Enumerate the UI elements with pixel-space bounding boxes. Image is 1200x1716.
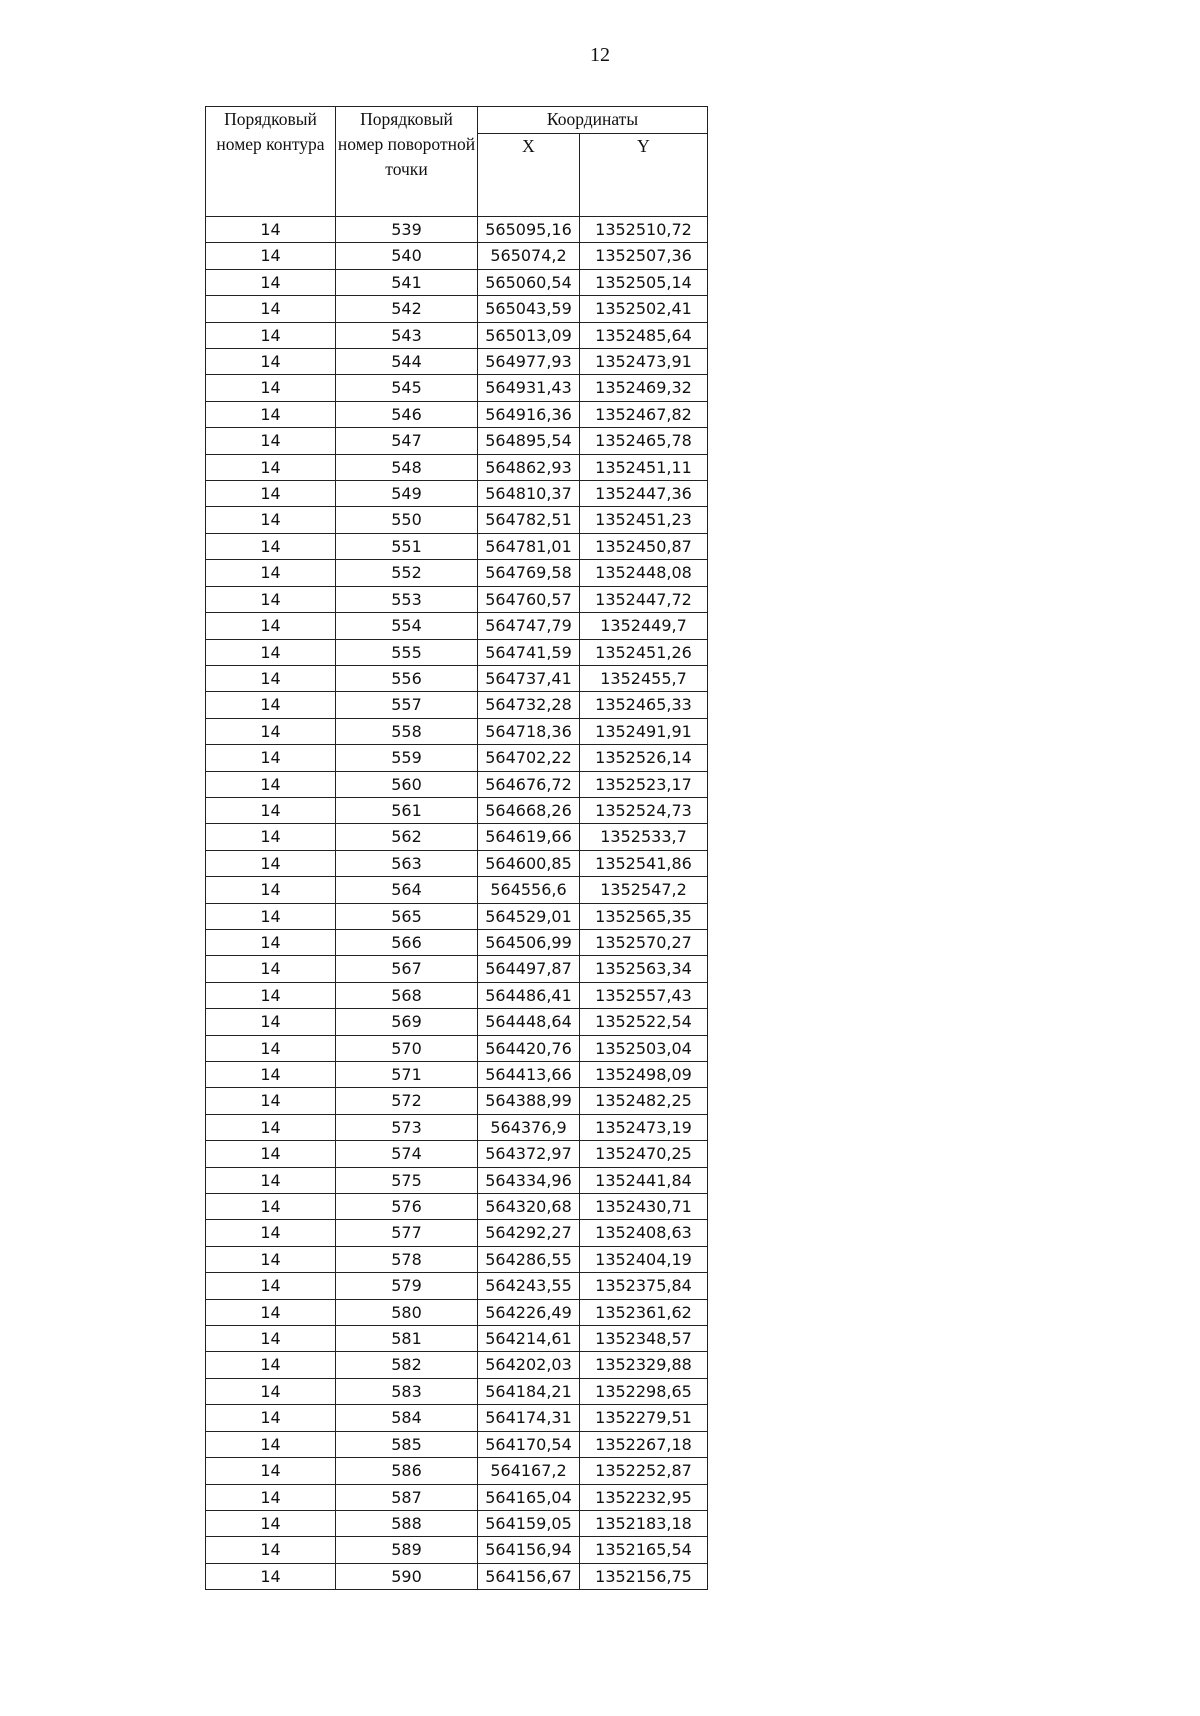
cell-y: 1352522,54 <box>580 1009 708 1035</box>
cell-y: 1352348,57 <box>580 1326 708 1352</box>
cell-contour-number: 14 <box>206 1167 336 1193</box>
table-row <box>206 375 708 401</box>
table-row <box>206 1141 708 1167</box>
table-row <box>206 956 708 982</box>
cell-contour-number: 14 <box>206 771 336 797</box>
table-body <box>206 217 708 1590</box>
cell-x: 564810,37 <box>478 481 580 507</box>
cell-point-number: 566 <box>336 929 478 955</box>
cell-contour-number: 14 <box>206 1537 336 1563</box>
cell-point-number: 569 <box>336 1009 478 1035</box>
cell-x: 564556,6 <box>478 877 580 903</box>
cell-y: 1352430,71 <box>580 1194 708 1220</box>
cell-y: 1352448,08 <box>580 560 708 586</box>
cell-contour-number: 14 <box>206 481 336 507</box>
table-row <box>206 903 708 929</box>
cell-y: 1352267,18 <box>580 1431 708 1457</box>
cell-contour-number: 14 <box>206 1141 336 1167</box>
cell-point-number: 542 <box>336 296 478 322</box>
cell-x: 564600,85 <box>478 850 580 876</box>
cell-point-number: 546 <box>336 401 478 427</box>
cell-contour-number: 14 <box>206 1352 336 1378</box>
cell-contour-number: 14 <box>206 692 336 718</box>
cell-point-number: 548 <box>336 454 478 480</box>
cell-contour-number: 14 <box>206 269 336 295</box>
cell-point-number: 545 <box>336 375 478 401</box>
cell-x: 564156,94 <box>478 1537 580 1563</box>
cell-y: 1352361,62 <box>580 1299 708 1325</box>
cell-contour-number: 14 <box>206 665 336 691</box>
cell-point-number: 576 <box>336 1194 478 1220</box>
cell-point-number: 586 <box>336 1458 478 1484</box>
cell-contour-number: 14 <box>206 1299 336 1325</box>
cell-point-number: 583 <box>336 1378 478 1404</box>
table-row <box>206 269 708 295</box>
cell-y: 1352467,82 <box>580 401 708 427</box>
cell-point-number: 549 <box>336 481 478 507</box>
cell-y: 1352473,19 <box>580 1114 708 1140</box>
cell-x: 564747,79 <box>478 613 580 639</box>
table-row <box>206 1194 708 1220</box>
cell-contour-number: 14 <box>206 877 336 903</box>
cell-contour-number: 14 <box>206 401 336 427</box>
table-row <box>206 507 708 533</box>
cell-y: 1352557,43 <box>580 982 708 1008</box>
cell-x: 564782,51 <box>478 507 580 533</box>
cell-y: 1352570,27 <box>580 929 708 955</box>
cell-x: 564486,41 <box>478 982 580 1008</box>
cell-y: 1352502,41 <box>580 296 708 322</box>
cell-point-number: 564 <box>336 877 478 903</box>
cell-x: 564320,68 <box>478 1194 580 1220</box>
cell-y: 1352447,72 <box>580 586 708 612</box>
table-row <box>206 296 708 322</box>
cell-y: 1352473,91 <box>580 349 708 375</box>
cell-y: 1352404,19 <box>580 1246 708 1272</box>
header-contour-number: Порядковый номер контура <box>206 107 336 217</box>
cell-point-number: 571 <box>336 1062 478 1088</box>
cell-y: 1352165,54 <box>580 1537 708 1563</box>
table-row <box>206 243 708 269</box>
cell-x: 564497,87 <box>478 956 580 982</box>
cell-point-number: 559 <box>336 745 478 771</box>
cell-y: 1352485,64 <box>580 322 708 348</box>
cell-contour-number: 14 <box>206 1088 336 1114</box>
table-row <box>206 1563 708 1589</box>
cell-contour-number: 14 <box>206 1484 336 1510</box>
cell-y: 1352451,26 <box>580 639 708 665</box>
cell-contour-number: 14 <box>206 243 336 269</box>
table-row <box>206 771 708 797</box>
cell-point-number: 567 <box>336 956 478 982</box>
cell-point-number: 540 <box>336 243 478 269</box>
table-row <box>206 1510 708 1536</box>
cell-y: 1352524,73 <box>580 797 708 823</box>
cell-y: 1352449,7 <box>580 613 708 639</box>
cell-y: 1352523,17 <box>580 771 708 797</box>
cell-y: 1352329,88 <box>580 1352 708 1378</box>
table-row <box>206 1246 708 1272</box>
cell-x: 564372,97 <box>478 1141 580 1167</box>
cell-y: 1352156,75 <box>580 1563 708 1589</box>
cell-point-number: 589 <box>336 1537 478 1563</box>
cell-point-number: 572 <box>336 1088 478 1114</box>
table-row <box>206 454 708 480</box>
cell-point-number: 554 <box>336 613 478 639</box>
cell-x: 564760,57 <box>478 586 580 612</box>
cell-contour-number: 14 <box>206 956 336 982</box>
cell-contour-number: 14 <box>206 1431 336 1457</box>
cell-contour-number: 14 <box>206 507 336 533</box>
cell-contour-number: 14 <box>206 322 336 348</box>
cell-y: 1352298,65 <box>580 1378 708 1404</box>
cell-contour-number: 14 <box>206 639 336 665</box>
cell-point-number: 581 <box>336 1326 478 1352</box>
table-row <box>206 1062 708 1088</box>
cell-point-number: 541 <box>336 269 478 295</box>
cell-y: 1352441,84 <box>580 1167 708 1193</box>
cell-x: 564741,59 <box>478 639 580 665</box>
cell-point-number: 568 <box>336 982 478 1008</box>
cell-contour-number: 14 <box>206 1326 336 1352</box>
table-row <box>206 1220 708 1246</box>
table-row <box>206 665 708 691</box>
cell-contour-number: 14 <box>206 1009 336 1035</box>
cell-point-number: 556 <box>336 665 478 691</box>
cell-y: 1352375,84 <box>580 1273 708 1299</box>
cell-x: 564718,36 <box>478 718 580 744</box>
cell-y: 1352510,72 <box>580 217 708 243</box>
cell-x: 564167,2 <box>478 1458 580 1484</box>
cell-point-number: 561 <box>336 797 478 823</box>
cell-contour-number: 14 <box>206 1194 336 1220</box>
cell-y: 1352183,18 <box>580 1510 708 1536</box>
cell-y: 1352507,36 <box>580 243 708 269</box>
coordinates-table <box>205 106 708 1590</box>
cell-point-number: 584 <box>336 1405 478 1431</box>
cell-x: 564676,72 <box>478 771 580 797</box>
cell-x: 564737,41 <box>478 665 580 691</box>
table-row <box>206 1114 708 1140</box>
table-row <box>206 1167 708 1193</box>
table-row <box>206 481 708 507</box>
cell-y: 1352565,35 <box>580 903 708 929</box>
cell-contour-number: 14 <box>206 296 336 322</box>
cell-point-number: 557 <box>336 692 478 718</box>
cell-y: 1352252,87 <box>580 1458 708 1484</box>
cell-x: 565060,54 <box>478 269 580 295</box>
table-row <box>206 401 708 427</box>
page-number: 12 <box>590 44 610 66</box>
cell-point-number: 573 <box>336 1114 478 1140</box>
cell-x: 564732,28 <box>478 692 580 718</box>
table-row <box>206 745 708 771</box>
cell-contour-number: 14 <box>206 1563 336 1589</box>
cell-x: 565074,2 <box>478 243 580 269</box>
cell-x: 565095,16 <box>478 217 580 243</box>
cell-y: 1352547,2 <box>580 877 708 903</box>
cell-point-number: 579 <box>336 1273 478 1299</box>
cell-point-number: 555 <box>336 639 478 665</box>
cell-x: 564156,67 <box>478 1563 580 1589</box>
cell-point-number: 563 <box>336 850 478 876</box>
cell-x: 564388,99 <box>478 1088 580 1114</box>
cell-y: 1352465,78 <box>580 428 708 454</box>
cell-point-number: 575 <box>336 1167 478 1193</box>
cell-y: 1352232,95 <box>580 1484 708 1510</box>
cell-point-number: 580 <box>336 1299 478 1325</box>
cell-y: 1352469,32 <box>580 375 708 401</box>
cell-x: 565043,59 <box>478 296 580 322</box>
table-row <box>206 824 708 850</box>
cell-x: 564931,43 <box>478 375 580 401</box>
cell-x: 564174,31 <box>478 1405 580 1431</box>
cell-point-number: 588 <box>336 1510 478 1536</box>
cell-point-number: 585 <box>336 1431 478 1457</box>
cell-x: 565013,09 <box>478 322 580 348</box>
cell-x: 564420,76 <box>478 1035 580 1061</box>
table-row <box>206 639 708 665</box>
cell-x: 564769,58 <box>478 560 580 586</box>
table-row <box>206 1458 708 1484</box>
cell-x: 564376,9 <box>478 1114 580 1140</box>
cell-point-number: 551 <box>336 533 478 559</box>
cell-x: 564862,93 <box>478 454 580 480</box>
cell-point-number: 590 <box>336 1563 478 1589</box>
cell-contour-number: 14 <box>206 454 336 480</box>
cell-contour-number: 14 <box>206 586 336 612</box>
cell-x: 564159,05 <box>478 1510 580 1536</box>
cell-contour-number: 14 <box>206 1114 336 1140</box>
cell-point-number: 543 <box>336 322 478 348</box>
table-row <box>206 1088 708 1114</box>
cell-contour-number: 14 <box>206 929 336 955</box>
cell-x: 564781,01 <box>478 533 580 559</box>
cell-x: 564702,22 <box>478 745 580 771</box>
header-x: X <box>478 134 580 217</box>
cell-y: 1352451,11 <box>580 454 708 480</box>
header-coordinates: Координаты <box>478 107 708 134</box>
cell-x: 564226,49 <box>478 1299 580 1325</box>
table-row <box>206 349 708 375</box>
cell-contour-number: 14 <box>206 850 336 876</box>
cell-contour-number: 14 <box>206 375 336 401</box>
cell-x: 564165,04 <box>478 1484 580 1510</box>
cell-x: 564668,26 <box>478 797 580 823</box>
cell-x: 564895,54 <box>478 428 580 454</box>
cell-contour-number: 14 <box>206 533 336 559</box>
header-point-number: Порядковый номер поворотной точки <box>336 107 478 217</box>
table-row <box>206 1431 708 1457</box>
cell-contour-number: 14 <box>206 718 336 744</box>
table-row <box>206 1326 708 1352</box>
table-row <box>206 1273 708 1299</box>
cell-y: 1352526,14 <box>580 745 708 771</box>
cell-x: 564170,54 <box>478 1431 580 1457</box>
cell-point-number: 577 <box>336 1220 478 1246</box>
cell-point-number: 553 <box>336 586 478 612</box>
cell-contour-number: 14 <box>206 797 336 823</box>
table-row <box>206 1405 708 1431</box>
table-row <box>206 217 708 243</box>
table-row <box>206 322 708 348</box>
cell-y: 1352491,91 <box>580 718 708 744</box>
cell-point-number: 565 <box>336 903 478 929</box>
cell-y: 1352498,09 <box>580 1062 708 1088</box>
table-row <box>206 718 708 744</box>
table-row <box>206 1484 708 1510</box>
table-row <box>206 613 708 639</box>
cell-x: 564506,99 <box>478 929 580 955</box>
cell-y: 1352482,25 <box>580 1088 708 1114</box>
cell-contour-number: 14 <box>206 560 336 586</box>
cell-y: 1352450,87 <box>580 533 708 559</box>
cell-point-number: 570 <box>336 1035 478 1061</box>
table-row <box>206 850 708 876</box>
cell-point-number: 550 <box>336 507 478 533</box>
cell-contour-number: 14 <box>206 745 336 771</box>
cell-contour-number: 14 <box>206 349 336 375</box>
table-row <box>206 1035 708 1061</box>
cell-contour-number: 14 <box>206 982 336 1008</box>
cell-contour-number: 14 <box>206 1035 336 1061</box>
cell-y: 1352465,33 <box>580 692 708 718</box>
cell-x: 564413,66 <box>478 1062 580 1088</box>
cell-y: 1352533,7 <box>580 824 708 850</box>
cell-x: 564202,03 <box>478 1352 580 1378</box>
table-row <box>206 1352 708 1378</box>
table-row <box>206 797 708 823</box>
cell-y: 1352470,25 <box>580 1141 708 1167</box>
cell-contour-number: 14 <box>206 428 336 454</box>
cell-point-number: 578 <box>336 1246 478 1272</box>
table-row <box>206 1537 708 1563</box>
cell-point-number: 574 <box>336 1141 478 1167</box>
cell-x: 564214,61 <box>478 1326 580 1352</box>
cell-y: 1352408,63 <box>580 1220 708 1246</box>
cell-x: 564448,64 <box>478 1009 580 1035</box>
cell-point-number: 587 <box>336 1484 478 1510</box>
cell-point-number: 539 <box>336 217 478 243</box>
cell-contour-number: 14 <box>206 1246 336 1272</box>
cell-contour-number: 14 <box>206 217 336 243</box>
cell-point-number: 547 <box>336 428 478 454</box>
cell-y: 1352447,36 <box>580 481 708 507</box>
cell-y: 1352455,7 <box>580 665 708 691</box>
cell-x: 564243,55 <box>478 1273 580 1299</box>
cell-x: 564916,36 <box>478 401 580 427</box>
cell-y: 1352541,86 <box>580 850 708 876</box>
cell-x: 564292,27 <box>478 1220 580 1246</box>
table-row <box>206 586 708 612</box>
cell-y: 1352505,14 <box>580 269 708 295</box>
cell-point-number: 552 <box>336 560 478 586</box>
cell-y: 1352279,51 <box>580 1405 708 1431</box>
cell-contour-number: 14 <box>206 1220 336 1246</box>
table-row <box>206 1378 708 1404</box>
header-y: Y <box>580 134 708 217</box>
cell-x: 564334,96 <box>478 1167 580 1193</box>
cell-x: 564977,93 <box>478 349 580 375</box>
table-row <box>206 982 708 1008</box>
cell-contour-number: 14 <box>206 1510 336 1536</box>
cell-point-number: 582 <box>336 1352 478 1378</box>
table-row <box>206 692 708 718</box>
cell-y: 1352451,23 <box>580 507 708 533</box>
cell-x: 564286,55 <box>478 1246 580 1272</box>
cell-contour-number: 14 <box>206 903 336 929</box>
table-row <box>206 929 708 955</box>
cell-y: 1352503,04 <box>580 1035 708 1061</box>
cell-contour-number: 14 <box>206 1378 336 1404</box>
cell-x: 564184,21 <box>478 1378 580 1404</box>
cell-x: 564619,66 <box>478 824 580 850</box>
cell-point-number: 562 <box>336 824 478 850</box>
cell-contour-number: 14 <box>206 613 336 639</box>
table-row <box>206 533 708 559</box>
cell-contour-number: 14 <box>206 824 336 850</box>
cell-y: 1352563,34 <box>580 956 708 982</box>
table-row <box>206 877 708 903</box>
cell-point-number: 558 <box>336 718 478 744</box>
cell-point-number: 544 <box>336 349 478 375</box>
table-row <box>206 1009 708 1035</box>
table-row <box>206 428 708 454</box>
table-row <box>206 1299 708 1325</box>
cell-contour-number: 14 <box>206 1405 336 1431</box>
cell-contour-number: 14 <box>206 1273 336 1299</box>
table-row <box>206 560 708 586</box>
cell-contour-number: 14 <box>206 1458 336 1484</box>
cell-x: 564529,01 <box>478 903 580 929</box>
cell-point-number: 560 <box>336 771 478 797</box>
cell-contour-number: 14 <box>206 1062 336 1088</box>
